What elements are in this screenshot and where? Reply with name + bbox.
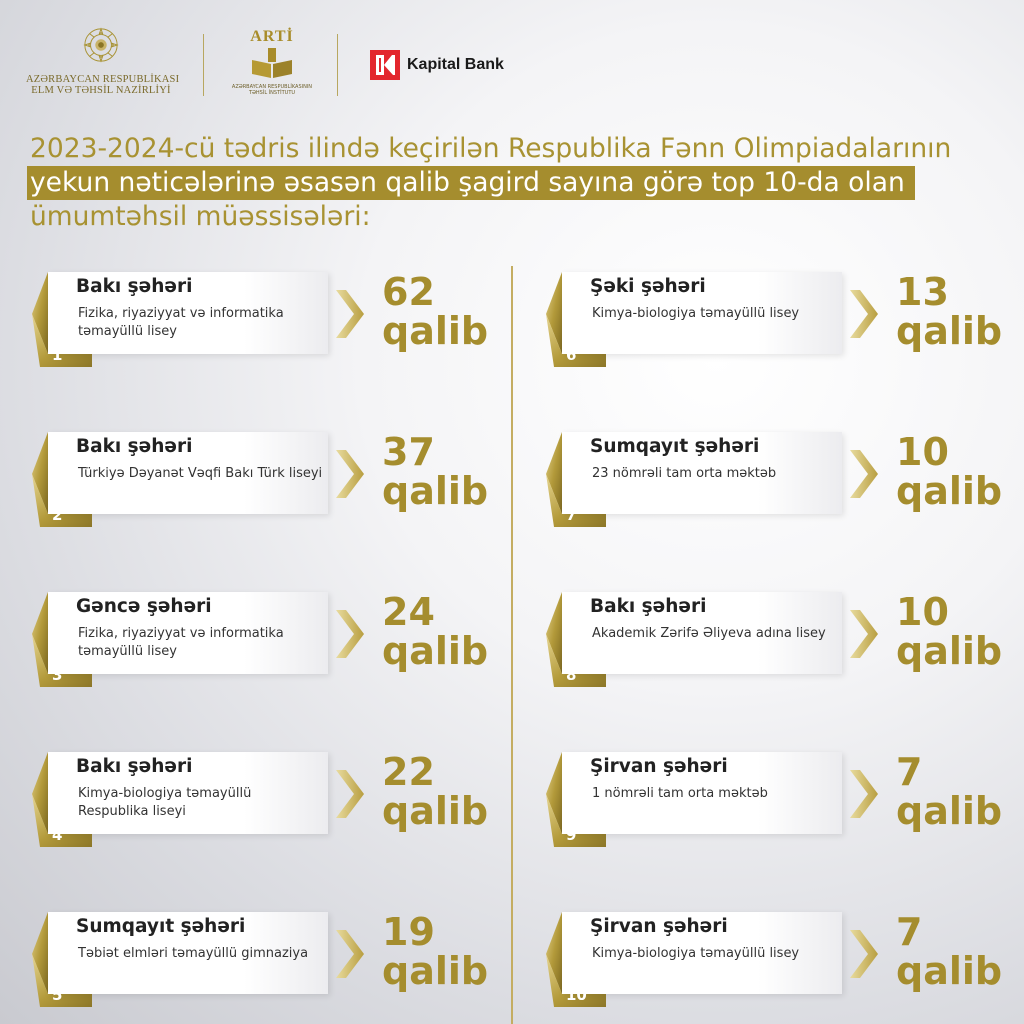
kapital-bank-icon: [370, 50, 400, 80]
page-title: [30, 132, 1010, 234]
chevron-right-icon: [846, 606, 882, 662]
city-name: Şirvan şəhəri: [590, 916, 728, 937]
ranking-entry: [544, 912, 1014, 1007]
winner-unit: qalib: [382, 629, 489, 673]
rank-number: 3: [52, 666, 63, 684]
logo-separator: [203, 34, 204, 96]
chevron-right-icon: [332, 766, 368, 822]
arti-book-icon: [250, 46, 294, 80]
header: [0, 0, 1024, 120]
rank-number: 7: [566, 506, 577, 524]
city-name: Bakı şəhəri: [76, 276, 193, 297]
school-name: Təbiət elmləri təmayüllü gimnaziya: [78, 946, 309, 961]
city-name: Gəncə şəhəri: [76, 596, 212, 617]
chevron-right-icon: [846, 446, 882, 502]
chevron-right-icon: [332, 926, 368, 982]
rank-number: 9: [566, 826, 577, 844]
city-name: Şirvan şəhəri: [590, 756, 728, 777]
arti-name: ARTİ: [250, 28, 294, 45]
winner-count: 10: [896, 430, 949, 474]
chevron-right-icon: [332, 606, 368, 662]
winner-count: 13: [896, 270, 949, 314]
ministry-name-line2: ELM VƏ TƏHSİL NAZİRLİYİ: [31, 85, 171, 96]
ranking-entry: [30, 592, 500, 687]
winner-count: 62: [382, 270, 435, 314]
winner-unit: qalib: [896, 629, 1003, 673]
winner-count: 7: [896, 910, 923, 954]
ranking-entry: [30, 752, 500, 847]
rank-number: 8: [566, 666, 577, 684]
school-name: 23 nömrəli tam orta məktəb: [592, 466, 777, 481]
city-name: Sumqayıt şəhəri: [590, 436, 760, 457]
school-name: Fizika, riyaziyyat və informatika təmayüllü lisey: [78, 306, 284, 339]
chevron-right-icon: [846, 766, 882, 822]
arti-sub-line1: AZƏRBAYCAN RESPUBLİKASININ: [231, 84, 313, 90]
school-name: Türkiyə Dəyanət Vəqfi Bakı Türk liseyi: [78, 466, 323, 481]
winner-count: 19: [382, 910, 435, 954]
bank-name: Kapital Bank: [407, 56, 504, 73]
ranking-entry: [544, 752, 1014, 847]
title-line-1: 2023-2024-cü tədris ilində keçirilən Respublika Fənn Olimpiadalarının: [30, 133, 952, 164]
school-name: Kimya-biologiya təmayüllü Respublika liseyi: [78, 786, 252, 819]
ranking-entry: [544, 432, 1014, 527]
kapital-bank-logo: [370, 48, 504, 82]
rank-number: 2: [52, 506, 63, 524]
rank-number: 5: [52, 986, 63, 1004]
rank-number: 4: [52, 826, 63, 844]
school-name: Kimya-biologiya təmayüllü lisey: [592, 306, 800, 321]
chevron-right-icon: [846, 286, 882, 342]
ranking-entry: [30, 272, 500, 367]
chevron-right-icon: [846, 926, 882, 982]
city-name: Sumqayıt şəhəri: [76, 916, 246, 937]
school-name: Fizika, riyaziyyat və informatika təmayüllü lisey: [78, 626, 284, 659]
rank-number: 1: [52, 346, 63, 364]
emblem-icon: [82, 26, 120, 64]
ministry-logo: [26, 26, 180, 106]
ministry-name-line1: AZƏRBAYCAN RESPUBLİKASI: [26, 74, 180, 85]
arti-sub-line2: TƏHSİL İNSTİTUTU: [248, 90, 296, 96]
winner-unit: qalib: [896, 309, 1003, 353]
winner-unit: qalib: [382, 789, 489, 833]
column-divider: [511, 266, 513, 1024]
city-name: Bakı şəhəri: [76, 436, 193, 457]
school-name: 1 nömrəli tam orta məktəb: [592, 786, 768, 801]
city-name: Bakı şəhəri: [76, 756, 193, 777]
school-name: Akademik Zərifə Əliyeva adına lisey: [592, 626, 826, 641]
winner-unit: qalib: [896, 789, 1003, 833]
rank-number: 6: [566, 346, 577, 364]
school-name: Kimya-biologiya təmayüllü lisey: [592, 946, 800, 961]
rank-number: 10: [566, 986, 587, 1004]
winner-unit: qalib: [896, 469, 1003, 513]
title-line-3: ümumtəhsil müəssisələri:: [30, 201, 371, 232]
winner-unit: qalib: [896, 949, 1003, 993]
chevron-right-icon: [332, 286, 368, 342]
logo-separator: [337, 34, 338, 96]
ranking-entry: [30, 432, 500, 527]
winner-count: 24: [382, 590, 435, 634]
ranking-entry: [30, 912, 500, 1007]
winner-unit: qalib: [382, 469, 489, 513]
city-name: Şəki şəhəri: [590, 276, 706, 297]
title-line-2: yekun nəticələrinə əsasən qalib şagird sayına görə top 10-da olan: [27, 166, 915, 200]
ranking-entry: [544, 592, 1014, 687]
winner-count: 37: [382, 430, 435, 474]
winner-count: 10: [896, 590, 949, 634]
chevron-right-icon: [332, 446, 368, 502]
city-name: Bakı şəhəri: [590, 596, 707, 617]
arti-logo: [228, 28, 316, 106]
ranking-entry: [544, 272, 1014, 367]
winner-count: 22: [382, 750, 435, 794]
winner-count: 7: [896, 750, 923, 794]
winner-unit: qalib: [382, 949, 489, 993]
winner-unit: qalib: [382, 309, 489, 353]
